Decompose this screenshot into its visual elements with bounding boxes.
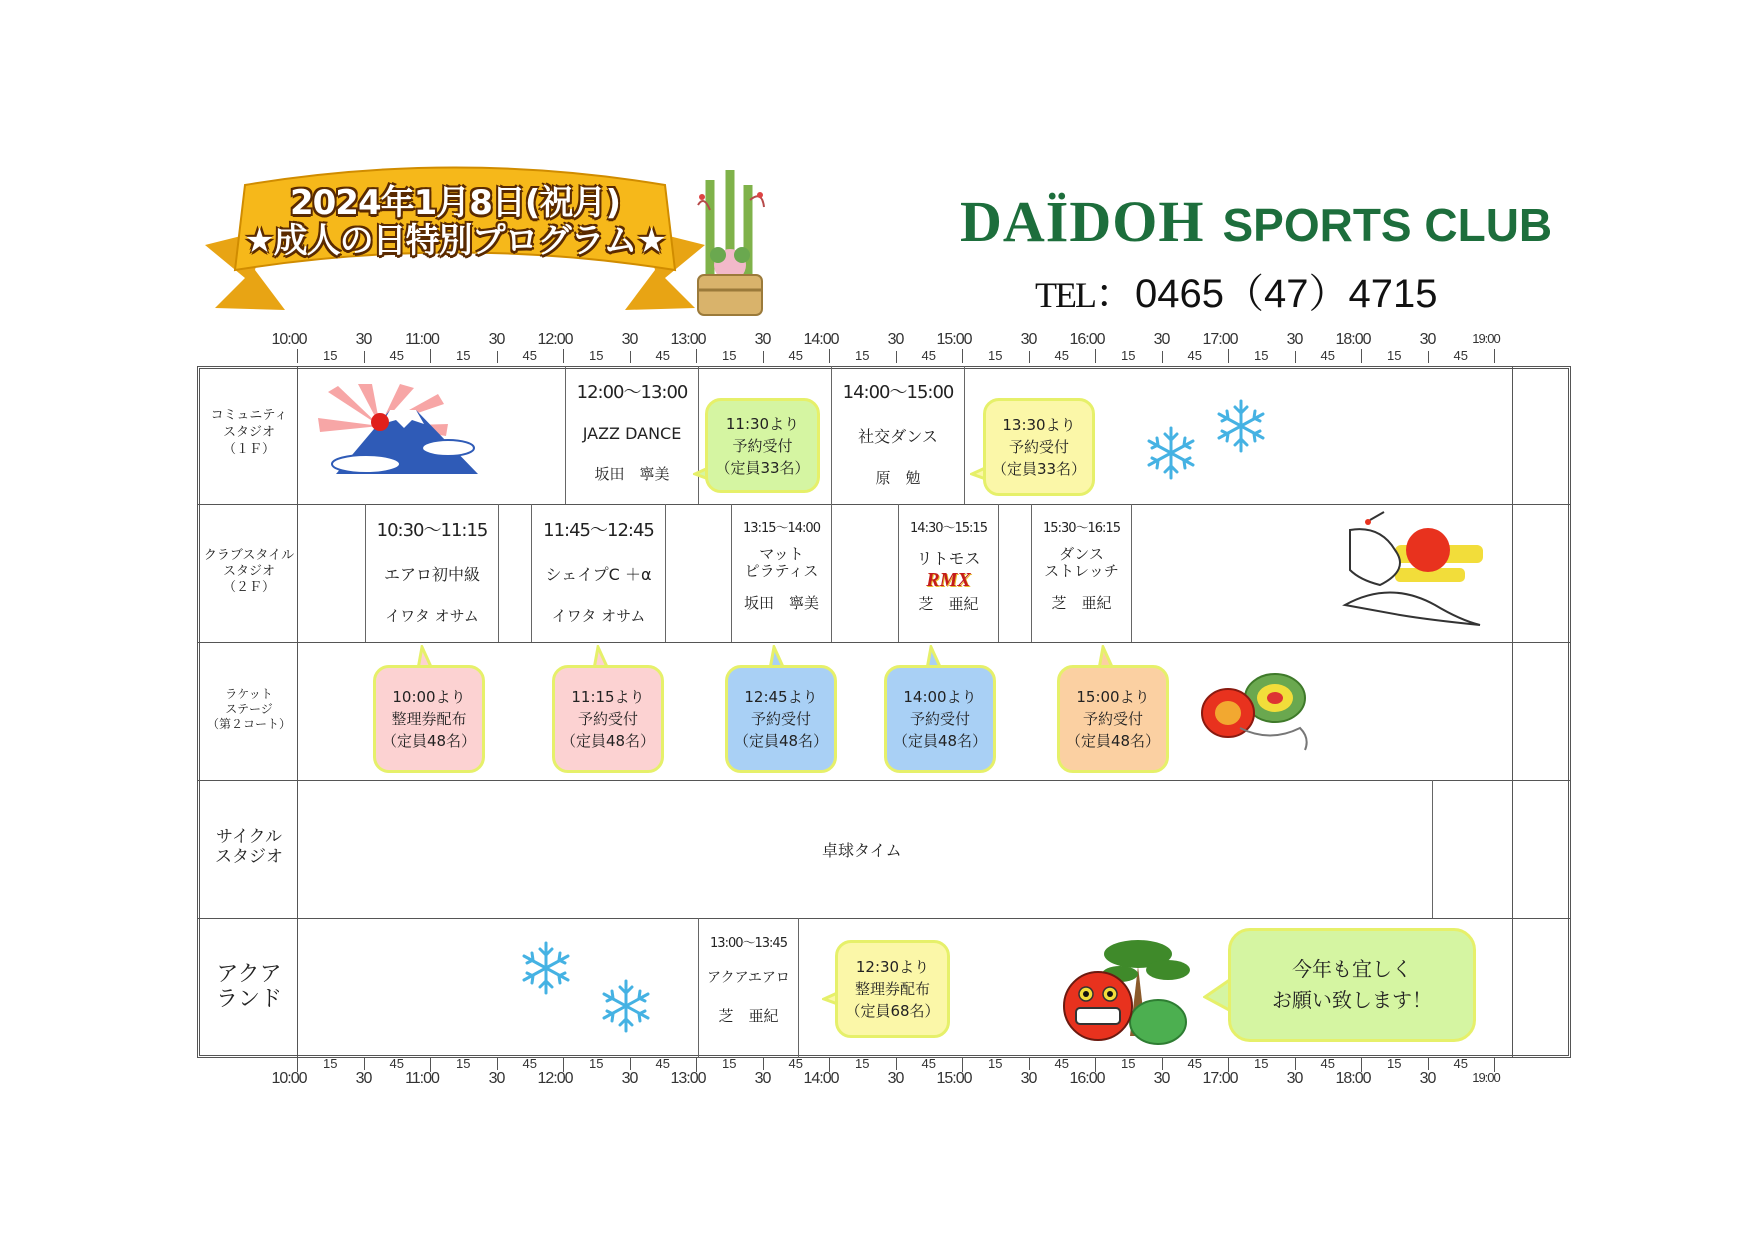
time-tick [896,351,897,363]
time-tick [896,1058,897,1070]
quarter-label: 15 [855,348,870,363]
program-time: 12:00～13:00 [576,382,688,403]
notice-line: （定員33名） [991,460,1087,478]
grid-right-divider [1512,366,1513,1058]
row-divider [197,504,1571,505]
program-pingpong: 卓球タイム [822,841,902,860]
hour-label: 13:00 [670,331,706,348]
program-aerobics [366,516,498,626]
brand-sub: SPORTS CLUB [1222,199,1553,251]
program-name: アクアエアロ [707,970,790,986]
time-tick [763,1058,764,1070]
notice-bubble [983,398,1095,496]
notice-line: （定員48名） [381,732,477,750]
quarter-label: 45 [921,348,936,363]
slot-divider [798,918,799,1058]
quarter-label: 15 [323,1056,338,1071]
notice-line: 14:00より [903,688,977,706]
quarter-label: 45 [921,1056,936,1071]
program-instructor: 芝 亜紀 [718,1007,779,1025]
quarter-label: 45 [788,1056,803,1071]
notice-line: 12:45より [744,688,818,706]
greeting-line1: 今年も宜しく [1292,957,1412,981]
time-tick [763,351,764,363]
notice-line: 11:30より [725,414,800,433]
quarter-label: 15 [1254,1056,1269,1071]
slot-divider [998,504,999,642]
program-time: 13:00～13:45 [710,936,787,951]
hour-label: 12:00 [537,1070,573,1087]
program-name: リトモス [916,549,981,568]
half-hour-label: 30 [1419,1070,1436,1087]
notice-bubble [725,665,837,773]
studio-label-club: クラブスタイル スタジオ （２Ｆ） [203,548,295,595]
program-instructor: 芝 亜紀 [918,595,979,613]
tel-colon: ： [1094,272,1135,316]
quarter-label: 45 [1320,348,1335,363]
half-hour-label: 30 [754,331,771,348]
hour-label: 10:00 [271,1070,307,1087]
half-hour-label: 30 [621,1070,638,1087]
notice-line: 予約受付 [577,710,638,728]
studio-label-racket: ラケット ステージ （第２コート） [206,687,291,731]
notice-line: 12:30より [855,958,930,976]
hour-label: 12:00 [537,331,573,348]
time-tick [1494,349,1495,363]
row-divider [197,642,1571,643]
hour-label: 17:00 [1202,1070,1238,1087]
time-tick [1228,349,1229,363]
quarter-label: 15 [988,348,1003,363]
half-hour-label: 30 [1153,1070,1170,1087]
notice-line: 13:30より [1002,416,1076,434]
quarter-label: 45 [1453,348,1468,363]
brand-logo [960,188,1552,255]
notice-line: （定員48名） [560,732,656,750]
quarter-label: 45 [1054,1056,1069,1071]
time-tick [829,349,830,363]
quarter-label: 15 [1121,1056,1136,1071]
time-tick [696,349,697,363]
half-hour-label: 30 [887,331,904,348]
time-tick [1361,349,1362,363]
notice-line: （定員48名） [892,732,988,750]
spinning-top-illustration [1200,668,1320,758]
snowflake-icon [518,940,574,996]
time-tick [1095,349,1096,363]
time-tick [1428,351,1429,363]
quarter-label: 15 [1121,348,1136,363]
quarter-label: 45 [1187,1056,1202,1071]
quarter-label: 15 [1387,348,1402,363]
time-tick [829,1058,830,1072]
quarter-label: 45 [1187,348,1202,363]
time-tick [1095,1058,1096,1072]
notice-line: 予約受付 [909,710,970,728]
notice-line: 11:15より [571,688,645,706]
time-tick [1228,1058,1229,1072]
half-hour-label: 30 [754,1070,771,1087]
time-tick [1295,1058,1296,1070]
slot-divider [831,504,832,642]
snowflake-icon [598,978,654,1034]
slot-divider [665,504,666,642]
time-tick [497,351,498,363]
notice-line: 予約受付 [1082,710,1143,728]
studio-label-community: コミュニティ スタジオ （１Ｆ） [210,408,288,457]
time-tick [364,351,365,363]
quarter-label: 45 [389,1056,404,1071]
program-instructor: 芝 亜紀 [1051,594,1112,612]
notice-line: 整理券配布 [391,710,467,728]
greeting-bubble [1228,928,1476,1042]
time-tick [297,1058,298,1072]
hour-label: 11:00 [405,1070,439,1087]
program-name: シェイプC ＋α [545,565,652,584]
time-tick [1029,351,1030,363]
quarter-label: 15 [1387,1056,1402,1071]
notice-line: （定員48名） [733,732,829,750]
slot-divider [1131,504,1132,642]
hour-label: 15:00 [936,331,972,348]
quarter-label: 45 [389,348,404,363]
hour-label: 19:00 [1472,1070,1500,1085]
time-tick [430,349,431,363]
notice-line: 予約受付 [750,710,811,728]
program-social-dance [833,378,963,488]
time-tick [1162,351,1163,363]
row-divider [197,780,1571,781]
program-instructor: イワタ オサム [385,607,479,625]
notice-bubble [835,940,950,1038]
program-instructor: 原 勉 [875,469,921,487]
studio-label-cycle: サイクル スタジオ [215,827,283,867]
quarter-label: 15 [456,348,471,363]
studio-label-aqua: アクア ランド [215,962,282,1012]
kadomatsu-illustration [690,165,770,320]
hour-label: 13:00 [670,1070,706,1087]
notice-line: 15:00より [1076,688,1150,706]
program-aqua-aerobics [699,932,798,1026]
time-tick [297,349,298,363]
half-hour-label: 30 [1286,1070,1303,1087]
hour-label: 14:00 [803,331,839,348]
time-tick [430,1058,431,1072]
hour-label: 10:00 [271,331,307,348]
hour-label: 15:00 [936,1070,972,1087]
quarter-label: 15 [589,1056,604,1071]
tel-number: 0465（47）4715 [1134,272,1438,316]
quarter-label: 15 [722,1056,737,1071]
time-tick [563,349,564,363]
time-tick [630,351,631,363]
program-pilates [732,517,831,613]
program-time: 14:00～15:00 [842,382,954,403]
notice-line: （定員68名） [845,1002,940,1020]
quarter-label: 45 [1054,348,1069,363]
notice-bubble [705,398,820,493]
time-tick [962,349,963,363]
half-hour-label: 30 [488,331,505,348]
slot-divider [1432,780,1433,918]
time-tick [563,1058,564,1072]
half-hour-label: 30 [1020,331,1037,348]
notice-bubble [552,665,664,773]
program-time: 15:30～16:15 [1043,521,1120,536]
quarter-label: 45 [522,1056,537,1071]
snowflake-icon [1143,425,1199,481]
program-dance-stretch [1032,517,1131,613]
hour-label: 16:00 [1069,1070,1105,1087]
time-tick [1428,1058,1429,1070]
program-instructor: 坂田 寧美 [743,594,819,612]
program-name: JAZZ DANCE [582,424,682,443]
notice-line: 整理券配布 [854,980,930,998]
quarter-label: 45 [1453,1056,1468,1071]
half-hour-label: 30 [1153,331,1170,348]
hour-label: 16:00 [1069,331,1105,348]
program-instructor: イワタ オサム [551,607,646,625]
program-instructor: 坂田 寧美 [594,465,670,483]
slot-divider [964,366,965,504]
quarter-label: 15 [1254,348,1269,363]
banner-date: 2024年1月8日(祝月) [289,183,621,223]
half-hour-label: 30 [355,331,372,348]
notice-line: （定員33名） [715,458,810,477]
notice-line: 予約受付 [1008,438,1069,456]
time-tick [962,1058,963,1072]
rmx-logo: RMX [926,569,971,591]
quarter-label: 15 [722,348,737,363]
half-hour-label: 30 [1020,1070,1037,1087]
notice-line: 10:00より [392,688,466,706]
program-name: ダンス ストレッチ [1044,545,1119,580]
program-shape [532,516,665,626]
time-tick [1361,1058,1362,1072]
time-tick [1029,1058,1030,1070]
row-divider [197,918,1571,919]
tel-prefix: TEL [1035,275,1095,315]
quarter-label: 15 [323,348,338,363]
hour-label: 11:00 [405,331,439,348]
quarter-label: 15 [456,1056,471,1071]
notice-bubble [373,665,485,773]
time-tick [1295,351,1296,363]
quarter-label: 15 [855,1056,870,1071]
time-tick [630,1058,631,1070]
telephone [1035,262,1437,319]
time-tick [1494,1058,1495,1072]
hour-label: 19:00 [1472,331,1500,346]
shishimai-pine-illustration [1060,926,1200,1048]
slot-divider [498,504,499,642]
half-hour-label: 30 [621,331,638,348]
program-time: 14:30～15:15 [910,521,987,536]
quarter-label: 45 [655,1056,670,1071]
quarter-label: 15 [589,348,604,363]
time-tick [364,1058,365,1070]
hour-label: 18:00 [1335,331,1371,348]
brand-main: DAÏDOH [960,189,1205,254]
program-ritomos [899,517,998,614]
notice-bubble [884,665,996,773]
snowflake-icon [1213,398,1269,454]
notice-line: 予約受付 [732,436,793,455]
mount-fuji-illustration [318,384,488,484]
time-tick [497,1058,498,1070]
hour-label: 17:00 [1202,331,1238,348]
program-name: マット ピラティス [744,545,819,580]
slot-divider [565,366,566,504]
hour-label: 14:00 [803,1070,839,1087]
quarter-label: 45 [522,348,537,363]
quarter-label: 45 [788,348,803,363]
program-time: 13:15～14:00 [743,521,820,536]
notice-bubble [1057,665,1169,773]
half-hour-label: 30 [488,1070,505,1087]
program-time: 11:45～12:45 [543,520,654,541]
slot-divider [831,366,832,504]
half-hour-label: 30 [887,1070,904,1087]
banner-title: ★成人の日特別プログラム★ [244,221,666,261]
quarter-label: 15 [988,1056,1003,1071]
hour-label: 18:00 [1335,1070,1371,1087]
program-jazz-dance [567,378,697,484]
half-hour-label: 30 [355,1070,372,1087]
quarter-label: 45 [655,348,670,363]
time-tick [696,1058,697,1072]
program-name: エアロ初中級 [383,565,480,584]
program-name: 社交ダンス [858,427,938,446]
time-tick [1162,1058,1163,1070]
notice-line: （定員48名） [1065,732,1161,750]
program-time: 10:30～11:15 [376,520,488,541]
crane-sunrise-illustration [1340,510,1490,635]
half-hour-label: 30 [1419,331,1436,348]
half-hour-label: 30 [1286,331,1303,348]
greeting-line2: お願い致します！ [1272,988,1432,1012]
quarter-label: 45 [1320,1056,1335,1071]
